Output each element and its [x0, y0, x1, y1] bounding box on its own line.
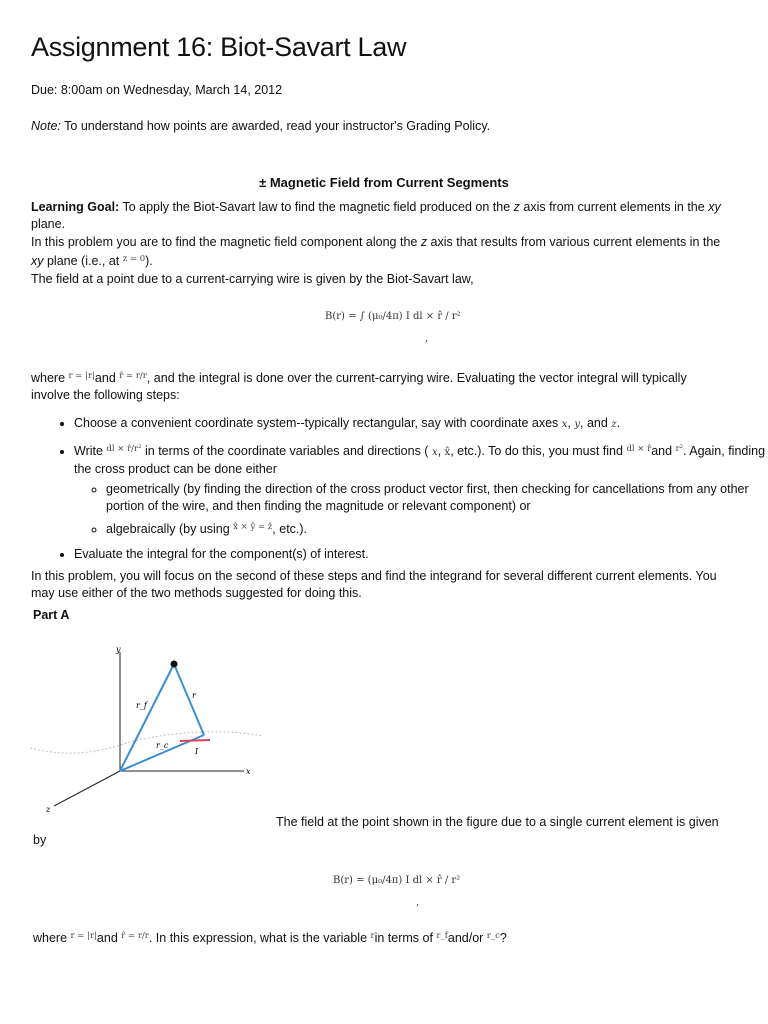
sub-list — [74, 481, 768, 538]
step-text: . — [616, 416, 621, 430]
step-text: , — [567, 416, 575, 430]
list-item — [74, 441, 768, 538]
italic-xy: xy — [31, 254, 44, 268]
single-element-equation: B(r) = (μ₀/4π) I dl × r̂ / r² — [333, 875, 461, 886]
step-text: , — [437, 444, 445, 458]
due-date: Due: 8:00am on Wednesday, March 14, 2012 — [31, 83, 283, 97]
math-inline: r̂ = r/r — [121, 931, 149, 941]
math-inline: x̂ × ŷ = ẑ — [233, 522, 273, 532]
note-text: To understand how points are awarded, read your instructor's Grading Policy. — [60, 119, 491, 133]
where-text: , and the integral is done over the current-carrying wire. Evaluating the vector integral will typically involve the following steps: — [31, 371, 687, 402]
math-inline: dl × r̂/r² — [106, 444, 142, 454]
note — [31, 118, 490, 135]
dashed-curve — [30, 732, 262, 753]
step-text: , etc.). — [272, 522, 308, 536]
biot-savart-intro: The field at a point due to a current-carrying wire is given by the Biot-Savart law, — [31, 272, 474, 286]
math-inline: r — [370, 931, 375, 941]
question-text: . In this expression, what is the variable — [148, 931, 371, 945]
math-inline: r = |r| — [68, 371, 95, 381]
math-inline: r_f — [436, 931, 448, 941]
list-item: ◦ geometrically (by finding the direction of the cross product vector first, then checking for cancellations from any other portion of the wire, and then finding the magnitude or relevant component) or — [106, 481, 768, 515]
intro-text: In this problem you are to find the magnetic field component along the — [31, 235, 421, 249]
step-text: Write — [74, 444, 107, 458]
question-text: and/or — [447, 931, 487, 945]
fig-label-y: y — [116, 645, 121, 654]
part-a-text: The field at the point shown in the figure due to a single current element is given — [276, 815, 719, 829]
part-a-question — [33, 928, 723, 947]
math-inline: dl × r̂ — [626, 444, 652, 454]
current-element — [180, 740, 210, 741]
math-inline: x̂ — [444, 447, 451, 458]
vector-figure — [30, 640, 270, 818]
where-text: and — [94, 371, 120, 385]
question-text: in terms of — [374, 931, 437, 945]
part-a-text: by — [33, 833, 47, 847]
learning-goal-text: To apply the Biot-Savart law to find the magnetic field produced on the — [119, 200, 514, 214]
math-inline: r̂ = r/r — [119, 371, 147, 381]
page-title: Assignment 16: Biot-Savart Law — [31, 32, 407, 62]
z-axis — [54, 771, 120, 806]
math-inline: y — [574, 419, 581, 430]
list-item — [106, 519, 768, 538]
equation-comma: , — [425, 333, 429, 344]
equation-comma: , — [416, 897, 420, 908]
vector-r — [174, 664, 204, 735]
fig-label-z: z — [46, 805, 51, 814]
fig-label-rf: r_f — [136, 701, 147, 710]
question-text: and — [96, 931, 122, 945]
learning-goal-text: axis from current elements in the — [519, 200, 709, 214]
question-text: where — [33, 931, 71, 945]
fig-label-rc: r_c — [156, 741, 169, 750]
math-inline: z = 0 — [122, 254, 146, 264]
italic-xy: xy — [708, 200, 721, 214]
biot-savart-equation: B(r) = ∫ (μ₀/4π) I dl × r̂ / r² — [325, 311, 461, 322]
italic-z: z — [513, 200, 520, 214]
field-point — [171, 661, 178, 668]
step-text: . Again, finding the cross product can be done either — [74, 444, 766, 476]
step-text: in terms of the coordinate variables and directions ( — [141, 444, 432, 458]
focus-paragraph: In this problem, you will focus on the second of these steps and find the integrand for several different current elements. You may use either of the two methods suggested for doing this. — [31, 569, 717, 600]
step-text: and — [651, 444, 676, 458]
math-inline: r = |r| — [70, 931, 97, 941]
step-text: Choose a convenient coordinate system--typically rectangular, say with coordinate axes — [74, 416, 562, 430]
where-text: where — [31, 371, 69, 385]
steps-list — [31, 415, 768, 571]
vector-rf — [120, 664, 174, 771]
intro-paragraph — [31, 234, 721, 270]
section-title: ± Magnetic Field from Current Segments — [259, 175, 509, 190]
learning-goal-text: plane. — [31, 217, 66, 231]
question-text: ? — [499, 931, 507, 945]
step-text: algebraically (by using — [106, 522, 234, 536]
fig-label-x: x — [246, 767, 251, 776]
part-a-label: Part A — [33, 608, 70, 622]
note-label: Note: — [31, 119, 61, 133]
intro-text: plane (i.e., at — [43, 254, 123, 268]
math-inline: z — [611, 419, 617, 430]
math-inline: x — [561, 419, 568, 430]
list-item — [74, 415, 768, 433]
italic-z: z — [420, 235, 428, 249]
list-item: • Evaluate the integral for the component(s) of interest. — [74, 546, 768, 563]
learning-goal-label: Learning Goal: — [31, 200, 120, 214]
math-inline: x — [431, 447, 438, 458]
intro-text: axis that results from various current elements in the — [427, 235, 721, 249]
learning-goal — [31, 199, 721, 233]
step-text: , and — [580, 416, 612, 430]
where-paragraph — [31, 368, 721, 404]
math-inline: r_c — [486, 931, 500, 941]
fig-label-i: I — [195, 747, 199, 756]
step-text: , etc.). To do this, you must find — [450, 444, 627, 458]
intro-text: ). — [145, 254, 153, 268]
fig-label-r: r — [192, 691, 196, 700]
math-inline: r² — [675, 444, 684, 454]
